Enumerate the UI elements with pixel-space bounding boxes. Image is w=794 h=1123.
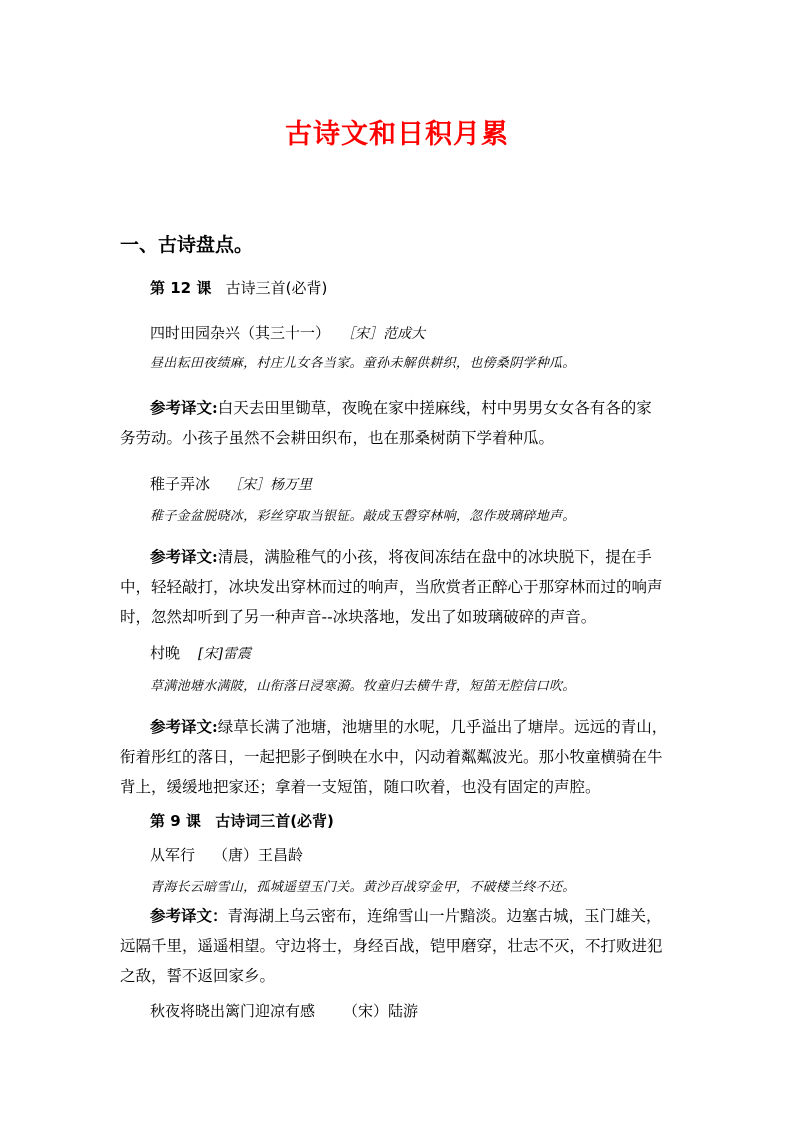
lesson-number: 第 12 课 [150,279,212,297]
translation [120,542,680,632]
poem-title: 稚子弄冰 [150,475,211,493]
poem-author: （唐）王昌龄 [213,846,304,864]
translation-line: 衔着彤红的落日，一起把影子倒映在水中，闪动着粼粼波光。那小牧童横骑在牛 [120,748,663,766]
poem-author: [宋]雷震 [198,646,251,662]
translation-label: 参考译文: [150,398,218,417]
translation-label: 参考译文： [150,906,228,925]
poem-title: 村晚 [150,644,181,662]
poem-text: 昼出耘田夜绩麻，村庄儿女各当家。童孙未解供耕织，也傍桑阴学种瓜。 [150,356,576,371]
poem-text: 草满池塘水满陂，山衔落日浸寒漪。牧童归去横牛背，短笛无腔信口吹。 [150,679,576,694]
translation [120,393,680,453]
poem-heading [150,844,303,865]
translation-line: 白天去田里锄草，夜晚在家中搓麻线，村中男男女女各有各的家 [217,399,652,417]
poem-author: ［宋］杨万里 [228,477,313,493]
lesson-number: 第 9 课 [150,812,201,830]
poem-text: 稚子金盆脱晓冰，彩丝穿取当银钲。敲成玉磬穿林响，忽作玻璃碎地声。 [150,509,576,524]
translation-line: 务劳动。小孩子虽然不会耕田织布，也在那桑树荫下学着种瓜。 [120,429,555,447]
lesson-name: 古诗三首(必背) [225,279,328,297]
poem-heading [150,322,425,343]
translation [120,901,680,991]
poem-heading [150,473,312,494]
poem-heading [150,642,251,663]
poem-title: 四时田园杂兴（其三十一） [150,324,331,342]
poem-title: 秋夜将晓出篱门迎凉有感 [150,1002,316,1020]
lesson-heading [150,277,327,298]
translation-line: 时，忽然却听到了另一种声音--冰块落地，发出了如玻璃破碎的声音。 [120,608,597,626]
translation-line: 背上，缓缓地把家还；拿着一支短笛，随口吹着，也没有固定的声腔。 [120,778,601,796]
translation-line: 绿草长满了池塘，池塘里的水呢，几乎溢出了塘岸。远远的青山， [217,718,668,736]
poem-author: （宋）陆游 [343,1002,419,1020]
poem-text: 青海长云暗雪山，孤城遥望玉门关。黄沙百战穿金甲，不破楼兰终不还。 [150,880,576,895]
translation-label: 参考译文: [150,547,218,566]
translation-line: 远隔千里，遥遥相望。守边将士，身经百战，铠甲磨穿，壮志不灭，不打败进犯 [120,937,663,955]
translation-line: 之敌，誓不返回家乡。 [120,967,276,985]
section-heading: 一、古诗盘点。 [120,234,254,256]
translation-label: 参考译文: [150,717,218,736]
poem-title: 从军行 [150,846,196,864]
translation-line: 清晨，满脸稚气的小孩，将夜间冻结在盘中的冰块脱下，提在手 [217,548,652,566]
translation-line: 青海湖上乌云密布，连绵雪山一片黯淡。边塞古城，玉门雄关， [227,907,662,925]
translation [120,712,680,802]
lesson-heading [150,810,334,831]
poem-author: ［宋］范成大 [348,326,426,342]
lesson-name: 古诗词三首(必背) [215,812,334,830]
translation-line: 中，轻轻敲打，冰块发出穿林而过的响声，当欣赏者正醉心于那穿林而过的响声 [120,578,663,596]
page-title: 古诗文和日积月累 [285,119,509,150]
poem-heading [150,1000,418,1021]
